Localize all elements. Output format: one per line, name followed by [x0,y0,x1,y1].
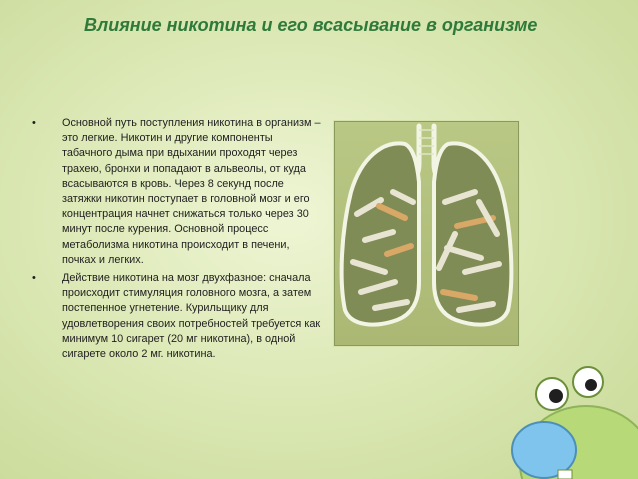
bullet-text: Основной путь поступления никотина в организм – это легкие. Никотин и другие компоненты табачного дыма при вдыхании проходят через трахею, бронхи и попадают в альвеолы, от куда всасываются в кровь. Через 8 секунд после затяжки никотин поступает в головной мозг и его концентрация начнет снижаться только через 30 минут после курения. Основной процесс метаболизма никотина происходит в печени, почках и легких. [62,117,321,266]
bullet-item [32,116,322,268]
bullet-list [32,116,322,365]
bullet-marker: • [32,272,36,285]
bullet-item [32,271,322,362]
bullet-text: Действие никотина на мозг двухфазное: сначала происходит стимуляция головного мозга, а затем постепенное угнетение. Курильщику для удовлетворения своих потребностей требуется как минимум 10 сигарет (20 мг никотина), в одной сигарете около 2 мг. никотина. [62,272,321,361]
mascot-face-icon [500,352,638,479]
bullet-marker: • [32,117,36,129]
lungs-with-cigarettes-icon [335,122,518,345]
lungs-image [334,121,519,346]
slide-title: Влияние никотина и его всасывание в организме [84,15,538,35]
